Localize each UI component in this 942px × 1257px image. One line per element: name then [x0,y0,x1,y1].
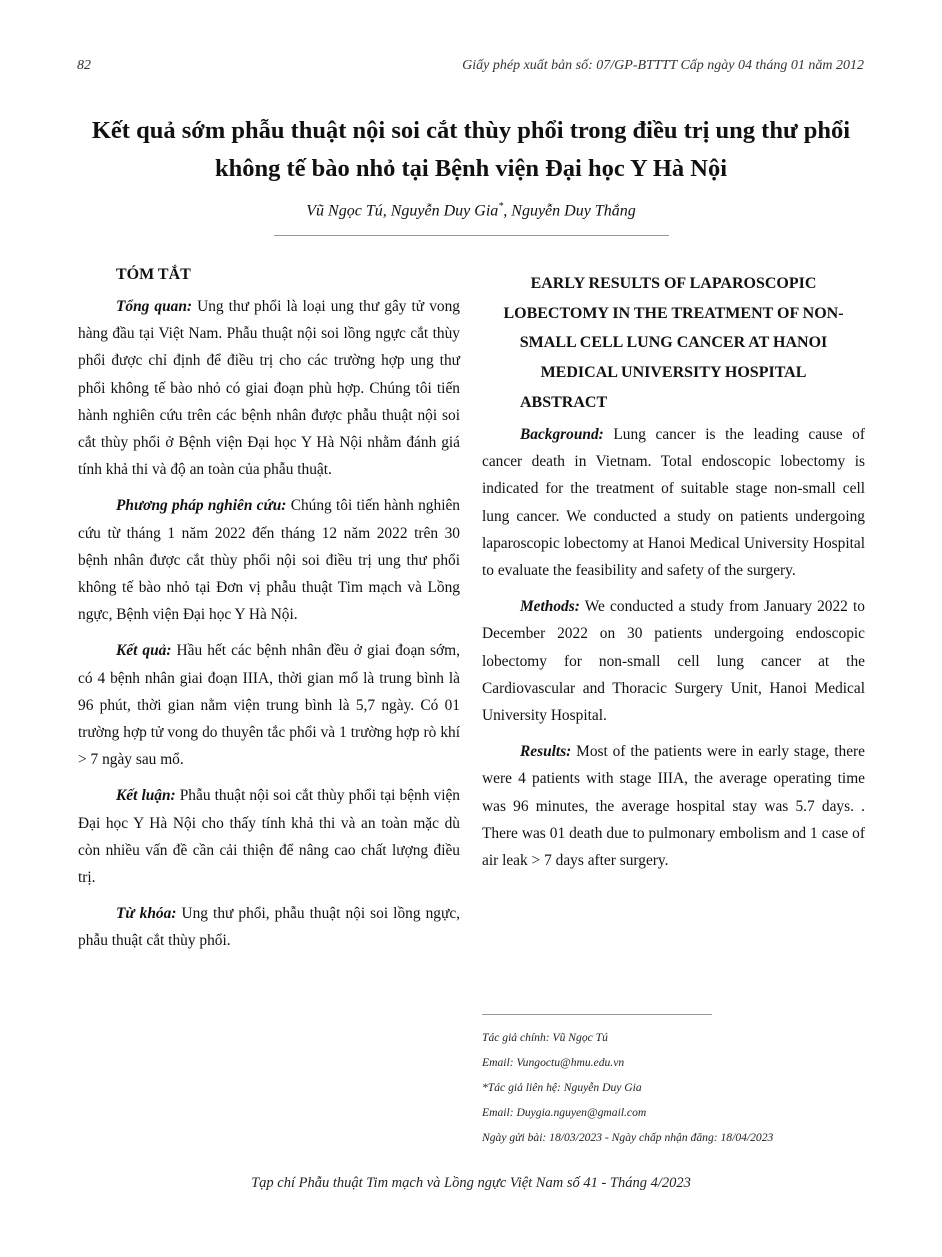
author-list [0,201,942,220]
vi-results-label: Kết quả: [116,642,172,660]
english-abstract [482,269,865,883]
en-results-label: Results: [520,743,572,761]
vi-results-paragraph [78,637,460,773]
vi-abstract-heading: TÓM TẮT [116,266,191,283]
footnote-dates: Ngày gửi bài: 18/03/2023 - Ngày chấp nhận đăng: 18/04/2023 [482,1131,774,1144]
english-title: EARLY RESULTS OF LAPAROSCOPIC LOBECTOMY IN THE TREATMENT OF NON-SMALL CELL LUNG CANCER AT HANOI MEDICAL UNIVERSITY HOSPITAL [503,275,844,381]
vi-methods-label: Phương pháp nghiên cứu: [116,497,287,515]
article-title: Kết quả sớm phẫu thuật nội soi cắt thùy phổi trong điều trị ung thư phổi không tế bào nhỏ tại Bệnh viện Đại học Y Hà Nội [91,117,851,182]
vi-conclusion-paragraph [78,782,460,891]
vi-results-text: Hầu hết các bệnh nhân đều ở giai đoạn sớm, có 4 bệnh nhân giai đoạn IIIA, thời gian mổ là trung bình là 96 phút, thời gian nằm viện trung bình là 5,7 ngày. Có 01 trường hợp tử vong do thuyên tắc phổi và 1 trường hợp rò khí > 7 ngày sau mổ. [78,642,460,769]
vi-keywords-paragraph [78,900,460,954]
footnote-contact-author: *Tác giả liên hệ: Nguyễn Duy Gia [482,1081,642,1094]
vietnamese-abstract [78,263,460,964]
vi-keywords-text: Ung thư phổi, phẫu thuật nội soi lồng ngực, phẫu thuật cắt thùy phổi. [78,905,461,950]
footnotes [482,1025,882,1150]
en-methods-label: Methods: [520,598,580,616]
en-background-paragraph [482,421,865,584]
en-background-label: Background: [520,426,604,443]
en-methods-paragraph [482,593,865,729]
en-background-text: Lung cancer is the leading cause of cancer death in Vietnam. Total endoscopic lobectomy is indicated for the treatment of suitable stage non-small cell lung cancer. We conducted a study on patients undergoing laparoscopic lobectomy at Hanoi Medical University Hospital to evaluate the feasibility and safety of the surgery. [482,426,865,580]
footnote-email-1: Email: Vungoctu@hmu.edu.vn [482,1056,625,1069]
journal-footer: Tạp chí Phẫu thuật Tim mạch và Lồng ngực Việt Nam số 41 - Tháng 4/2023 [251,1175,691,1191]
en-results-text: Most of the patients were in early stage, there were 4 patients with stage IIIA, the average operating time was 96 minutes, the average hospital stay was 5.7 days. . There was 01 death due to pulmonary embolism and 1 case of air leak > 7 days after surgery. [482,743,865,870]
en-methods-text: We conducted a study from January 2022 to December 2022 on 30 patients undergoing endoscopic lobectomy for non-small cell lung cancer at the Cardiovascular and Thoracic Surgery Unit, Hanoi Medical University Hospital. [482,598,865,725]
footnote-main-author: Tác giả chính: Vũ Ngọc Tú [482,1031,608,1044]
en-abstract-heading: ABSTRACT [520,394,608,411]
footnote-divider [482,1014,712,1015]
vi-conclusion-label: Kết luận: [116,787,176,805]
authors-part-2: , Nguyễn Duy Thắng [503,202,636,220]
en-results-paragraph [482,738,865,874]
vi-keywords-label: Từ khóa: [116,905,177,923]
vi-background-paragraph [78,293,460,483]
author-divider [274,235,669,236]
footnote-email-2: Email: Duygia.nguyen@gmail.com [482,1106,647,1119]
authors-part-1: Vũ Ngọc Tú, Nguyễn Duy Gia [306,202,499,220]
vi-background-text: Ung thư phổi là loại ung thư gây tử vong hàng đầu tại Việt Nam. Phẫu thuật nội soi lồng ngực cắt thùy phổi được chỉ định để điều trị cho các trường hợp ung thư phổi không tế bào nhỏ có giai đoạn phù hợp. Chúng tôi tiến hành nghiên cứu trên các bệnh nhân được phẫu thuật nội soi cắt thùy phổi ở Bệnh viện Đại học Y Hà Nội nhằm đánh giá tính khả thi và độ an toàn của phẫu thuật. [78,298,460,479]
page-number: 82 [77,58,91,73]
vi-methods-text: Chúng tôi tiến hành nghiên cứu từ tháng 1 năm 2022 đến tháng 12 năm 2022 trên 30 bệnh nhân được cắt thùy phổi nội soi điều trị ung thư phổi không tế bào nhỏ tại Đơn vị phẫu thuật Tim mạch và Lồng ngực, Bệnh viện Đại học Y Hà Nội. [78,497,460,624]
vi-methods-paragraph [78,492,460,628]
license-notice: Giấy phép xuất bản số: 07/GP-BTTTT Cấp ngày 04 tháng 01 năm 2012 [462,58,864,73]
vi-conclusion-text: Phẫu thuật nội soi cắt thùy phổi tại bệnh viện Đại học Y Hà Nội cho thấy tính khả thi và an toàn mặc dù còn nhiều vấn đề cần cải thiện để nâng cao chất lượng điều trị. [78,787,461,887]
vi-background-label: Tổng quan: [116,298,193,315]
corresponding-mark: * [498,201,504,212]
